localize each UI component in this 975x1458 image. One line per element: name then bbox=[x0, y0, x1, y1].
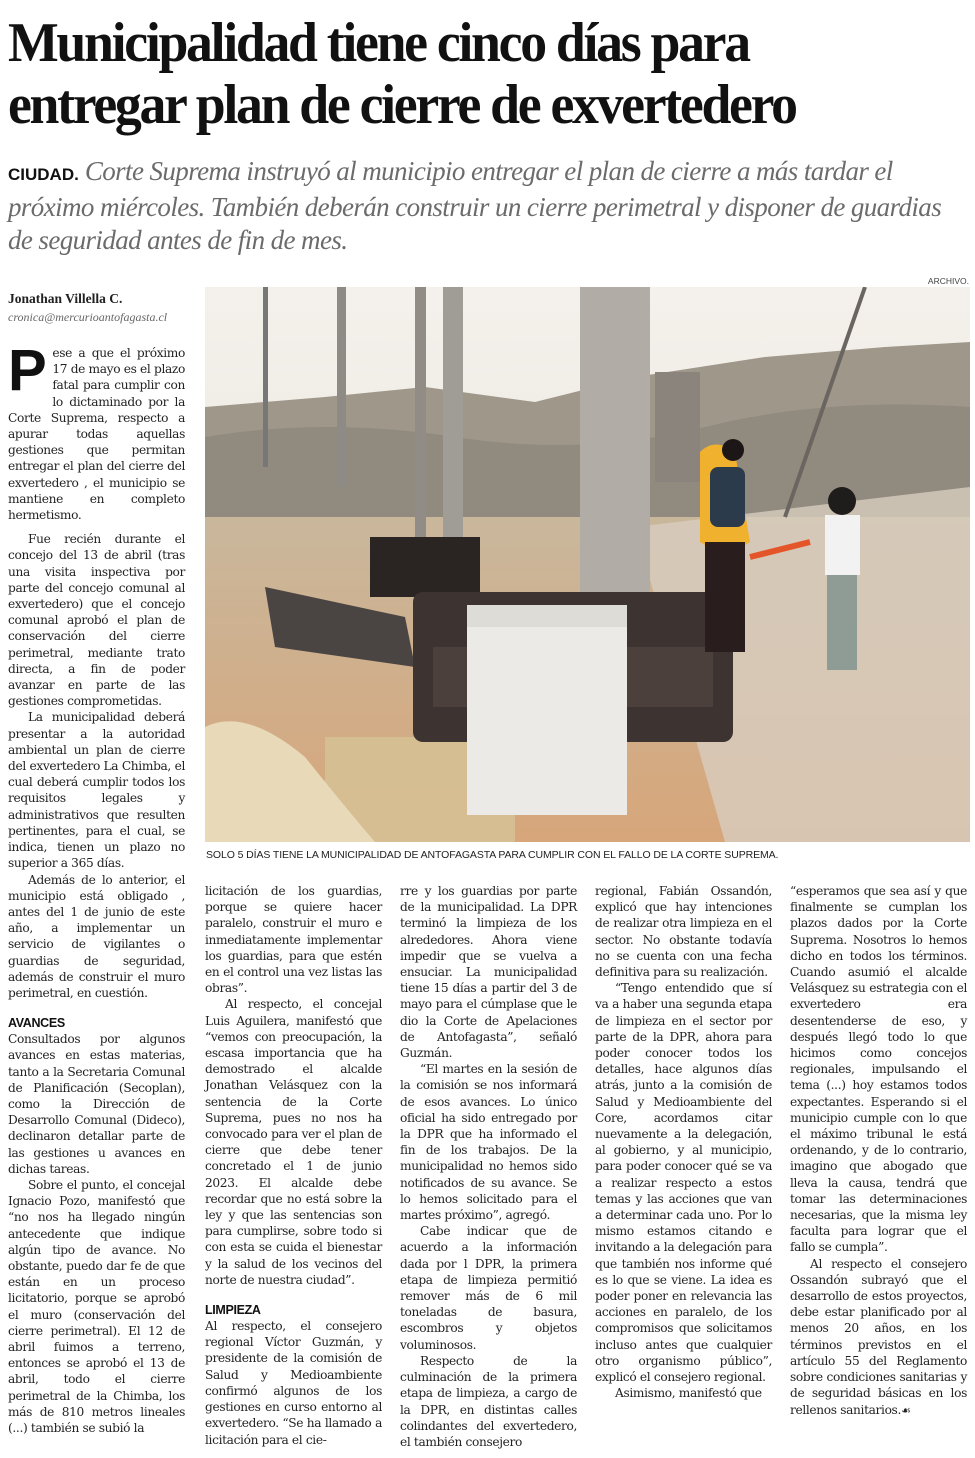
lead-paragraph: Pese a que el próximo 17 de mayo es el plazo fatal para cumplir con lo dictaminado por la Corte Suprema, respecto a apurar todas aquellas gestiones que permitan entregar el plan del cierre del exvertedero , el municipio se mantiene en completo hermetismo. bbox=[8, 338, 185, 523]
paragraph: regional, Fabián Ossandón, explicó que hay intenciones de realizar otra limpieza en el sector. No obstante todavía no se cuenta con una fecha definitiva para su realización. bbox=[595, 884, 772, 980]
column-2 bbox=[205, 883, 382, 1448]
paragraph: Al respecto, el concejal Luis Aguilera, manifestó que “vemos con preocupación, la escasa importancia que ha demostrado el alcalde Jonathan Velásquez con la sentencia de la Corte Suprema, pues no nos ha convocado para ver el plan de cierre que debe tener concretado el 1 de junio 2023. El alcalde debe recordar que no está sobre la ley y que las sentencias son para cumplirse, sobre todo si con esta se cuida el bienestar y la salud de los vecinos del norte de nuestra ciudad”. bbox=[205, 997, 382, 1287]
deck-text: Corte Suprema instruyó al municipio entregar el plan de cierre a más tardar el próximo miércoles. También deberán construir un cierre perimetral y disponer de guardias de seguridad antes de fin de mes. bbox=[8, 156, 942, 255]
paragraph: Al respecto el consejero Ossandón subrayó que el desarrollo de estos proyectos, debe estar planificado por al menos 20 años, en los términos previstos en el artículo 55 del Reglamento sobre condiciones sanitarias y de seguridad básicas en los rellenos sanitarios.☙ bbox=[790, 1256, 967, 1417]
paragraph: Sobre el punto, el concejal Ignacio Pozo, manifestó que “no nos ha llegado ningún antecedente que indique algún tipo de avance. No obstante, puedo dar fe de que están en un proceso licitatorio, porque se aprobó el muro (conservación del cierre perimetral). El 12 de abril fuimos a terreno, entonces se aprobó el 13 de abril, todo el cierre perimetral de la Chimba, los más de 810 metros lineales (...) también se subió la bbox=[8, 1177, 185, 1435]
author-email[interactable]: cronica@mercurioantofagasta.cl bbox=[8, 310, 168, 324]
column-4 bbox=[595, 883, 772, 1402]
photo-caption: SOLO 5 DÍAS TIENE LA MUNICIPALIDAD DE ANTOFAGASTA PARA CUMPLIR CON EL FALLO DE LA CORTE SUPREMA. bbox=[206, 849, 779, 861]
paragraph: Cabe indicar que de acuerdo a la información dada por l DPR, la primera etapa de limpieza permitió remover más de 6 mil toneladas de basura, escombros y objetos voluminosos. bbox=[400, 1224, 577, 1352]
drop-cap: P bbox=[8, 338, 47, 403]
paragraph: Al respecto, el consejero regional Víctor Guzmán, y presidente de la comisión de Salud y Medioambiente confirmó algunos de los gestiones en curso entorno al exvertedero. “Se ha llamado a licitación para el cie- bbox=[205, 1319, 382, 1447]
headline: Municipalidad tiene cinco días para entregar plan de cierre de exvertedero bbox=[8, 12, 796, 136]
child bbox=[828, 487, 856, 515]
article-photo bbox=[205, 287, 970, 842]
byline: Jonathan Villella C. bbox=[8, 291, 123, 306]
paragraph: Consultados por algunos avances en estas materias, tanto a la Secretaria Comunal de Planificación (Secoplan), como la Dirección de Desarrollo Comunal (Dideco), declinaron detallar parte de las gestiones u avances en dichas tareas. bbox=[8, 1032, 185, 1176]
utility-pole bbox=[263, 287, 268, 467]
paragraph: Asimismo, manifestó que bbox=[615, 1386, 762, 1401]
paragraph: La municipalidad deberá presentar a la autoridad ambiental un plan de cierre del exvertedero La Chimba, el cual deberá cumplir todos los requisitos legales y administrativos que resulten pertinentes, para el cual, se indica, tienen un plazo no superior a 365 días. bbox=[8, 710, 185, 871]
paragraph: Respecto de la culminación de la primera etapa de limpieza, a cargo de la DPR, en distintas calles colindantes del exvertedero, el también consejero bbox=[400, 1353, 577, 1449]
paragraph: rre y los guardias por parte de la municipalidad. La DPR terminó la limpieza de los alrededores. Ahora viene impedir que se vuelva a ensuciar. La municipalidad tiene 15 días a partir del 3 de mayo para el cúmplase que le dio la Corte de Apelaciones de Antofagasta”, señaló Guzmán. bbox=[400, 884, 577, 1061]
backpack bbox=[710, 467, 745, 527]
column-3 bbox=[400, 883, 577, 1450]
photo-illustration bbox=[205, 287, 970, 842]
washing-machine bbox=[467, 605, 627, 815]
subhead-limpieza: LIMPIEZA bbox=[205, 1303, 261, 1318]
paragraph: “Tengo entendido que sí va a haber una segunda etapa de limpieza en el sector por parte de la DPR, ahora para poder conocer todos los detalles, hace algunos días atrás, junto a la comisión de Salud y Medioambiente del Core, acordamos citar nuevamente a la delegación, al gobierno, y al municipio, para poder conocer qué se va a realizar respecto a estos temas y las acciones que van a determinar cada uno. Por lo mismo estamos citando e invitando a la delegación para que también nos informe qué es lo que se viene. La idea es poder poner en relevancia las acciones en paralelo, de los compromisos que solicitamos incluso antes que cualquier otro organismo público”, explicó el consejero regional. bbox=[595, 981, 772, 1385]
paragraph: Fue recién durante el concejo del 13 de abril (tras una visita inspectiva por parte del concejo comunal al exvertedero) que el concejo comunal aprobó el plan de conservación del cierre perimetral, mediante trato directa, a fin de poder avanzar en parte de las gestiones comprometidas. bbox=[8, 532, 185, 709]
deck bbox=[8, 155, 968, 257]
paragraph: Además de lo anterior, el municipio está obligado , antes del 1 de junio de este año, a implementar un servicio de vigilantes o guardias de seguridad, además de construir el muro perimetral, en cuestión. bbox=[8, 872, 185, 1000]
section-label: CIUDAD. bbox=[8, 165, 79, 184]
end-mark-icon: ☙ bbox=[900, 1403, 911, 1417]
paragraph: “El martes en la sesión de la comisión se nos informará de esos avances. Lo único oficial ha sido entregado por la DPR que ha informado el fin de los trabajos. De la municipalidad no hemos sido notificados de su avance. Se lo hemos solicitado para el martes próximo”, agregó. bbox=[400, 1062, 577, 1223]
paragraph: “esperamos que sea así y que finalmente se cumplan los plazos dados por la Corte Suprema. Nosotros lo hemos dicho en todos los términos. Cuando asumió el alcalde Velásquez su estrategia con el exvertedero era desentenderse de eso, y después llegó todo lo que hicimos como concejos regionales, impulsando el tema (...) hoy estamos todos expectantes. Esperando si el municipio cumple con lo que el máximo tribunal le está ordenando, y de lo contrario, imagino que abogado que lleva la causa, tendrá que tomar las determinaciones necesarias, que la misma ley faculta para lograr que el fallo se cumpla”. bbox=[790, 884, 967, 1255]
photo-credit: ARCHIVO. bbox=[927, 276, 969, 286]
column-1 bbox=[8, 338, 185, 1436]
black-cabinet bbox=[370, 537, 480, 597]
column-5 bbox=[790, 883, 967, 1419]
paragraph: licitación de los guardias, porque se quiere hacer paralelo, construir el muro e inmediatamente implementar los guardias, para que estén en el control una vez listas las obras”. bbox=[205, 884, 382, 996]
subhead-avances: AVANCES bbox=[8, 1016, 65, 1031]
